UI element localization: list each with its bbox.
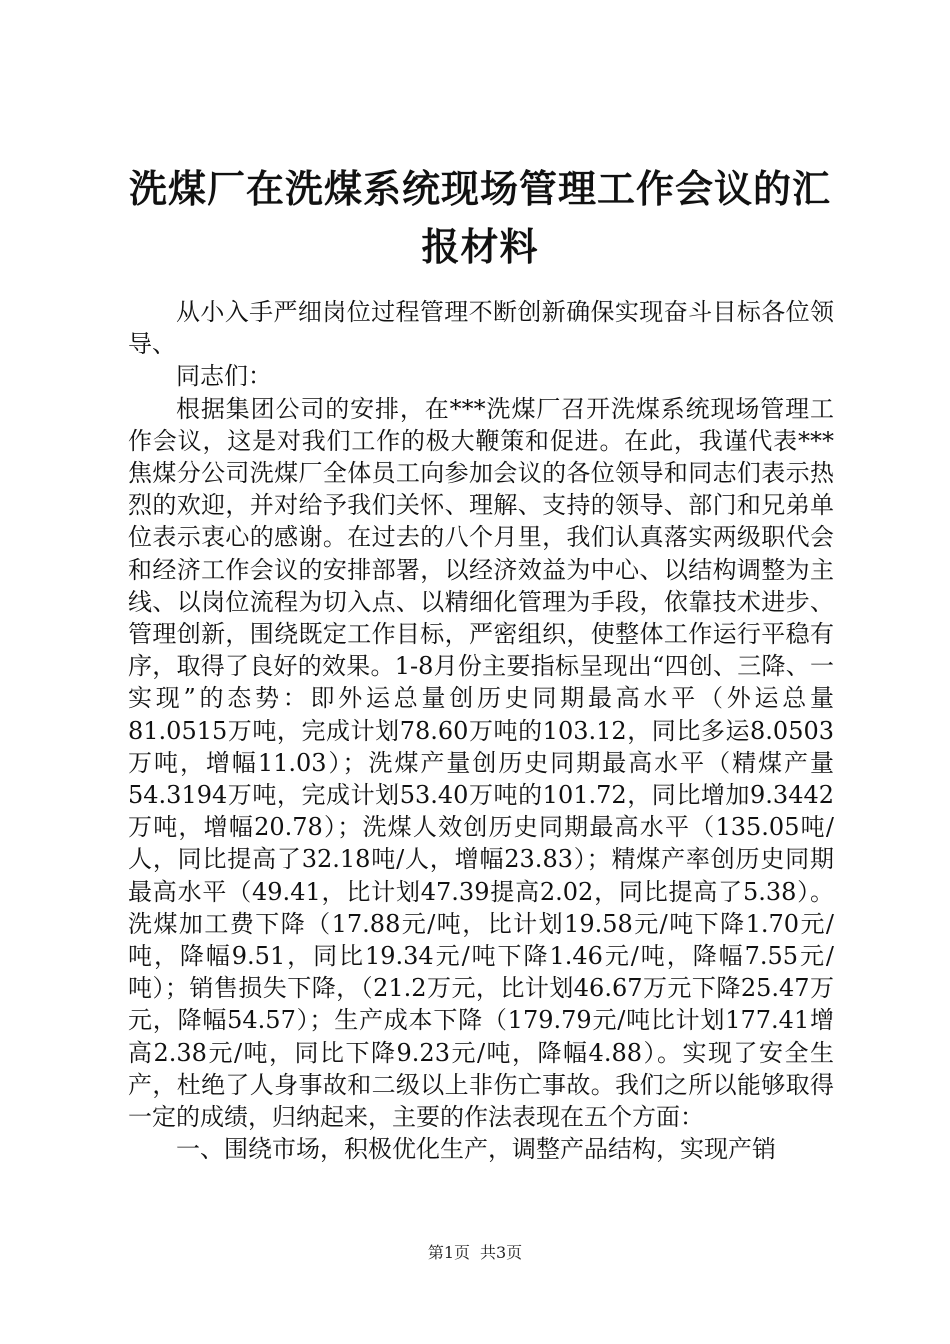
- page-total: 共3页: [480, 1243, 523, 1262]
- page-number: 第1页: [427, 1243, 470, 1262]
- document-title: 洗煤厂在洗煤系统现场管理工作会议的汇报材料: [128, 166, 831, 269]
- paragraph-main: 根据集团公司的安排，在***洗煤厂召开洗煤系统现场管理工作会议，这是对我们工作的极大鞭策和促进。在此，我谨代表***焦煤分公司洗煤厂全体员工向参加会议的各位领导和同志们表示热烈的欢迎，并对给予我们关怀、理解、支持的领导、部门和兄弟单位表示衷心的感谢。在过去的八个月里，我们认真落实两级职代会和经济工作会议的安排部署，以经济效益为中心、以结构调整为主线、以岗位流程为切入点、以精细化管理为手段，依靠技术进步、管理创新，围绕既定工作目标，严密组织，使整体工作运行平稳有序，取得了良好的效果。1-8月份主要指标呈现出“四创、三降、一实现”的态势：即外运总量创历史同期最高水平（外运总量81.0515万吨，完成计划78.60万吨的103.12，同比多运8.0503万吨，增幅11.03）；洗煤产量创历史同期最高水平（精煤产量54.3194万吨，完成计划53.40万吨的101.72，同比增加9.3442万吨，增幅20.78）；洗煤人效创历史同期最高水平（135.05吨/人，同比提高了32.18吨/人，增幅23.83）；精煤产率创历史同期最高水平（49.41，比计划47.39提高2.02，同比提高了5.38）。洗煤加工费下降（17.88元/吨，比计划19.58元/吨下降1.70元/吨，降幅9.51，同比19.34元/吨下降1.46元/吨，降幅7.55元/吨）；销售损失下降，（21.2万元，比计划46.67万元下降25.47万元，降幅54.57）；生产成本下降（179.79元/吨比计划177.41增高2.38元/吨，同比下降9.23元/吨，降幅4.88）。实现了安全生产，杜绝了人身事故和二级以上非伤亡事故。我们之所以能够取得一定的成绩，归纳起来，主要的作法表现在五个方面：: [128, 394, 834, 1132]
- paragraph-section-one: 一、围绕市场，积极优化生产，调整产品结构，实现产销: [176, 1135, 776, 1164]
- document-body: [128, 296, 834, 1165]
- paragraph-intro: 从小入手严细岗位过程管理不断创新确保实现奋斗目标各位领导、: [128, 298, 834, 359]
- page-footer: [0, 1243, 950, 1263]
- paragraph-salutation: 同志们：: [176, 362, 272, 391]
